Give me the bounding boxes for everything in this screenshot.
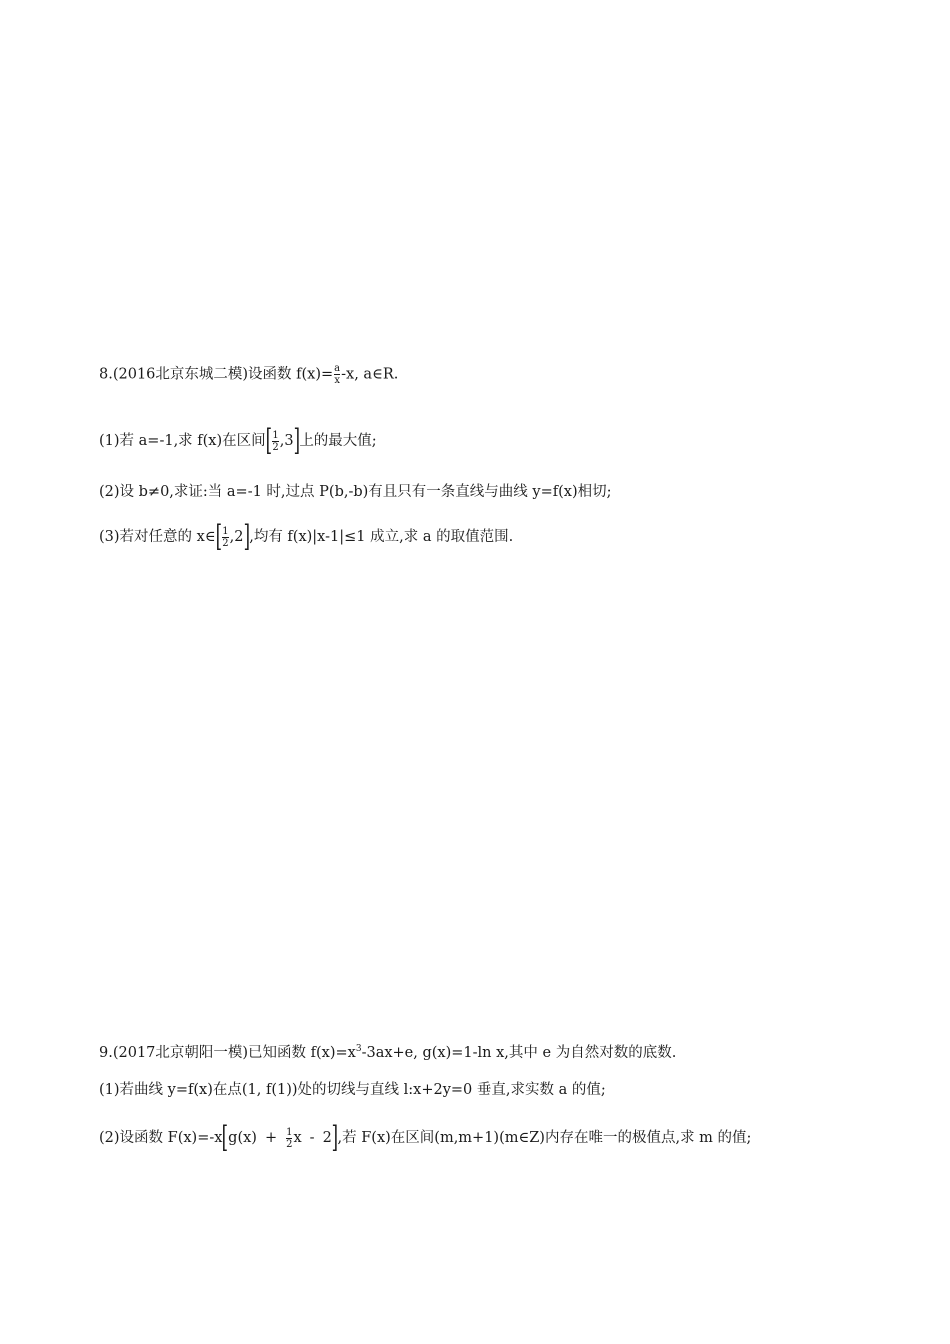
- q9-stem-exponent: 3: [355, 1044, 362, 1055]
- q9-stem: [99, 1043, 676, 1063]
- q8-part3-fraction: [222, 526, 228, 549]
- q9-part2-suffix: ,若 F(x)在区间(m,m+1)(m∈Z)内存在唯一的极值点,求 m 的值;: [337, 1130, 752, 1146]
- q8-stem: [99, 363, 398, 386]
- left-bracket-icon: [: [222, 1120, 229, 1155]
- q9-part2-frac-num: 1: [286, 1126, 293, 1138]
- right-bracket-icon: ]: [243, 519, 250, 554]
- q9-part2-g: g(x): [228, 1130, 257, 1146]
- q9-part1: (1)若曲线 y=f(x)在点(1, f(1))处的切线与直线 l:x+2y=0 垂直,求实数 a 的值;: [99, 1082, 606, 1098]
- left-bracket-icon: [: [215, 519, 222, 554]
- q9-part2: [99, 1120, 752, 1155]
- q8-part3-frac-den: 2: [222, 537, 229, 549]
- right-bracket-icon: ]: [331, 1120, 338, 1155]
- q8-part1: [99, 423, 377, 458]
- q8-part1-suffix: 上的最大值;: [299, 433, 377, 449]
- q9-part2-frac-den: 2: [286, 1138, 293, 1150]
- q9-part2-prefix: (2)设函数 F(x)=-x: [99, 1130, 223, 1146]
- q9-part2-fraction: [286, 1127, 292, 1150]
- q8-stem-fraction: [334, 363, 340, 386]
- left-bracket-icon: [: [265, 423, 272, 458]
- q8-stem-prefix: 8.(2016北京东城二模)设函数 f(x)=: [99, 366, 334, 383]
- q8-part3: [99, 519, 514, 554]
- q9-part2-plus: +: [264, 1130, 278, 1146]
- q8-part1-frac-num: 1: [272, 429, 279, 441]
- q9-part2-two: 2: [322, 1130, 332, 1146]
- q8-part1-interval-rest: ,3: [279, 433, 294, 449]
- right-bracket-icon: ]: [293, 423, 300, 458]
- q8-part3-prefix: (3)若对任意的 x∈: [99, 529, 216, 545]
- q9-part2-x: x: [293, 1130, 302, 1146]
- q9-part2-minus: -: [309, 1130, 315, 1146]
- q9-stem-prefix: 9.(2017北京朝阳一模)已知函数 f(x)=x: [99, 1045, 356, 1061]
- q8-stem-suffix: -x, a∈R.: [341, 366, 399, 383]
- q8-part3-interval-rest: ,2: [229, 529, 244, 545]
- q9-stem-suffix: -3ax+e, g(x)=1-ln x,其中 e 为自然对数的底数.: [361, 1045, 677, 1061]
- q8-part2: (2)设 b≠0,求证:当 a=-1 时,过点 P(b,-b)有且只有一条直线与曲线 y=f(x)相切;: [99, 484, 612, 500]
- q8-part1-fraction: [272, 430, 278, 453]
- q8-part1-frac-den: 2: [272, 441, 279, 453]
- q8-part3-suffix: ,均有 f(x)|x-1|≤1 成立,求 a 的取值范围.: [249, 529, 514, 545]
- q8-stem-frac-den: x: [334, 375, 340, 386]
- q8-stem-frac-num: a: [334, 363, 341, 374]
- q8-part1-prefix: (1)若 a=-1,求 f(x)在区间: [99, 433, 266, 449]
- q8-part3-frac-num: 1: [222, 525, 229, 537]
